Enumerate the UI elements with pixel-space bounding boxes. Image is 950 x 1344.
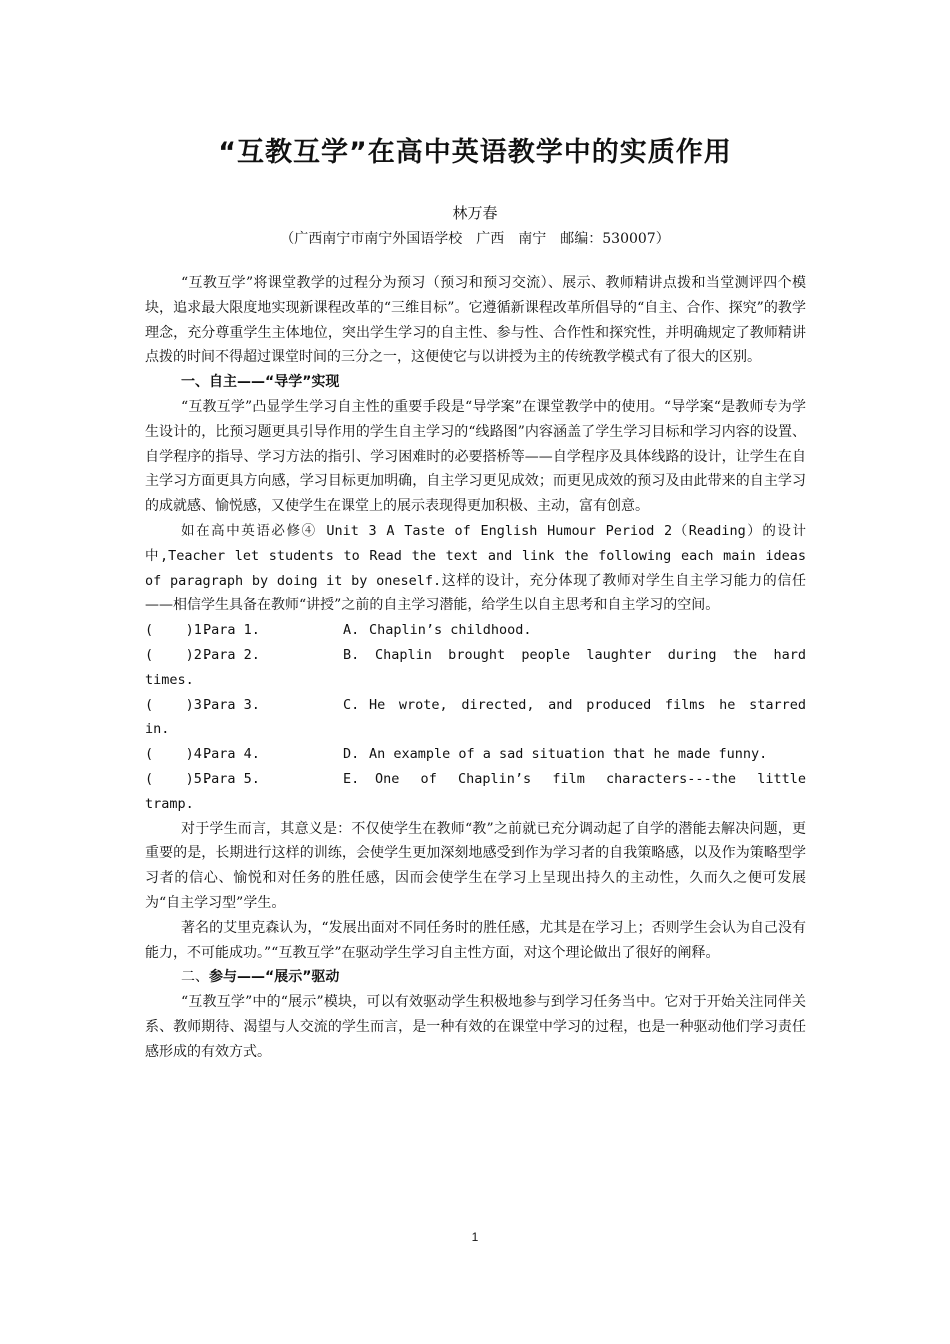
- exercise-item: [145, 767, 806, 817]
- paragraph-guided-learning: “互教互学”凸显学生学习自主性的重要手段是“导学案”在课堂教学中的使用。“导学案“是教师专为学生设计的，比预习题更具引导作用的学生自主学习的“线路图”内容涵盖了学生学习目标和学习内容的设置、自学程序的指导、学习方法的指引、学习困难时的必要搭桥等——自学程序及具体线路的设计，让学生在自主学习方面更具方向感，学习目标更加明确，自主学习更见成效；而更见成效的预习及由此带来的自主学习的成就感、愉悦感，又使学生在课堂上的展示表现得更加积极、主动，富有创意。: [145, 398, 806, 515]
- page-number: 1: [471, 1230, 479, 1244]
- section-heading-2-number: 二、: [181, 969, 209, 986]
- exercise-item: [145, 618, 806, 643]
- paragraph-erikson: 著名的艾里克森认为，“发展出面对不同任务时的胜任感，尤其是在学习上；否则学生会认为自己没有能力，不可能成功。”“互教互学”在驱动学生学习自主性方面，对这个理论做出了很好的阐释。: [145, 919, 806, 961]
- matching-exercise: [145, 618, 806, 816]
- section-heading-1: 一、自主——“导学”实现: [181, 374, 340, 391]
- option-description-continued: times.: [145, 671, 194, 688]
- option-description: Chaplin brought people laughter during the hard: [375, 646, 806, 663]
- section-heading-2-text: 参与——“展示”驱动: [209, 969, 340, 986]
- option-letter: D.: [343, 746, 360, 763]
- option-description: An example of a sad situation that he made funny.: [369, 746, 768, 763]
- exercise-item: [145, 742, 806, 767]
- exercise-item: [145, 693, 806, 743]
- paragraph-label: Para 1.: [203, 622, 260, 639]
- option-description: Chaplin’s childhood.: [369, 622, 532, 639]
- paragraph-presentation: “互教互学”中的“展示”模块，可以有效驱动学生积极地参与到学习任务当中。它对于开始关注同伴关系、教师期待、渴望与人交流的学生而言，是一种有效的在课堂中学习的过程，也是一种驱动他们学习责任感形成的有效方式。: [145, 994, 806, 1060]
- paragraph-significance: 对于学生而言，其意义是：不仅使学生在教师“教”之前就已充分调动起了自学的潜能去解决问题，更重要的是，长期进行这样的训练，会使学生更加深刻地感受到作为学习者的自我策略感，以及作为策略型学习者的信心、愉悦和对任务的胜任感，因而会使学生在学习上呈现出持久的主动性，久而久之便可发展为“自主学习型”学生。: [145, 820, 806, 911]
- answer-blank: ( )1.: [145, 622, 211, 639]
- option-letter: A.: [343, 622, 360, 639]
- example-text-chinese: 这样的设计，充分体现了教师对学生自主学习能力的信任——相信学生具备在教师“讲授”之前的自主学习潜能，给学生以自主思考和自主学习的空间。: [145, 572, 806, 614]
- answer-blank: ( )3.: [145, 696, 211, 713]
- answer-blank: ( )5.: [145, 770, 211, 787]
- article-body: [145, 271, 806, 1065]
- answer-blank: ( )2.: [145, 646, 211, 663]
- author-name: 林万春: [452, 204, 498, 222]
- option-letter: C.: [343, 696, 360, 713]
- option-description: One of Chaplin’s film characters---the little: [375, 770, 806, 787]
- exercise-item: [145, 643, 806, 693]
- option-letter: E.: [343, 770, 360, 787]
- paragraph-label: Para 3.: [203, 696, 260, 713]
- paragraph-label: Para 5.: [203, 770, 260, 787]
- answer-blank: ( )4.: [145, 746, 211, 763]
- option-description-continued: tramp.: [145, 795, 194, 812]
- option-description-continued: in.: [145, 721, 170, 738]
- example-text-english: 如在高中英语必修④ Unit 3 A Taste of English Humour Period 2（Reading）的设计中,Teacher let students to Read the text and link the following each main ideas of paragraph by doing it by oneself.: [145, 522, 806, 589]
- page-title: “互教互学”在高中英语教学中的实质作用: [218, 137, 732, 168]
- paragraph-example: [145, 519, 806, 618]
- section-heading-2: [145, 965, 806, 990]
- author-affiliation: （广西南宁市南宁外国语学校 广西 南宁 邮编：530007）: [280, 231, 670, 247]
- paragraph-label: Para 2.: [203, 646, 260, 663]
- paragraph-label: Para 4.: [203, 746, 260, 763]
- intro-paragraph: “互教互学”将课堂教学的过程分为预习（预习和预习交流）、展示、教师精讲点拨和当堂测评四个模块，追求最大限度地实现新课程改革的“三维目标”。它遵循新课程改革所倡导的“自主、合作、探究”的教学理念，充分尊重学生主体地位，突出学生学习的自主性、参与性、合作性和探究性，并明确规定了教师精讲点拨的时间不得超过课堂时间的三分之一，这便使它与以讲授为主的传统教学模式有了很大的区别。: [145, 275, 806, 366]
- option-description: He wrote, directed, and produced films he starred: [369, 696, 806, 713]
- option-letter: B.: [343, 646, 360, 663]
